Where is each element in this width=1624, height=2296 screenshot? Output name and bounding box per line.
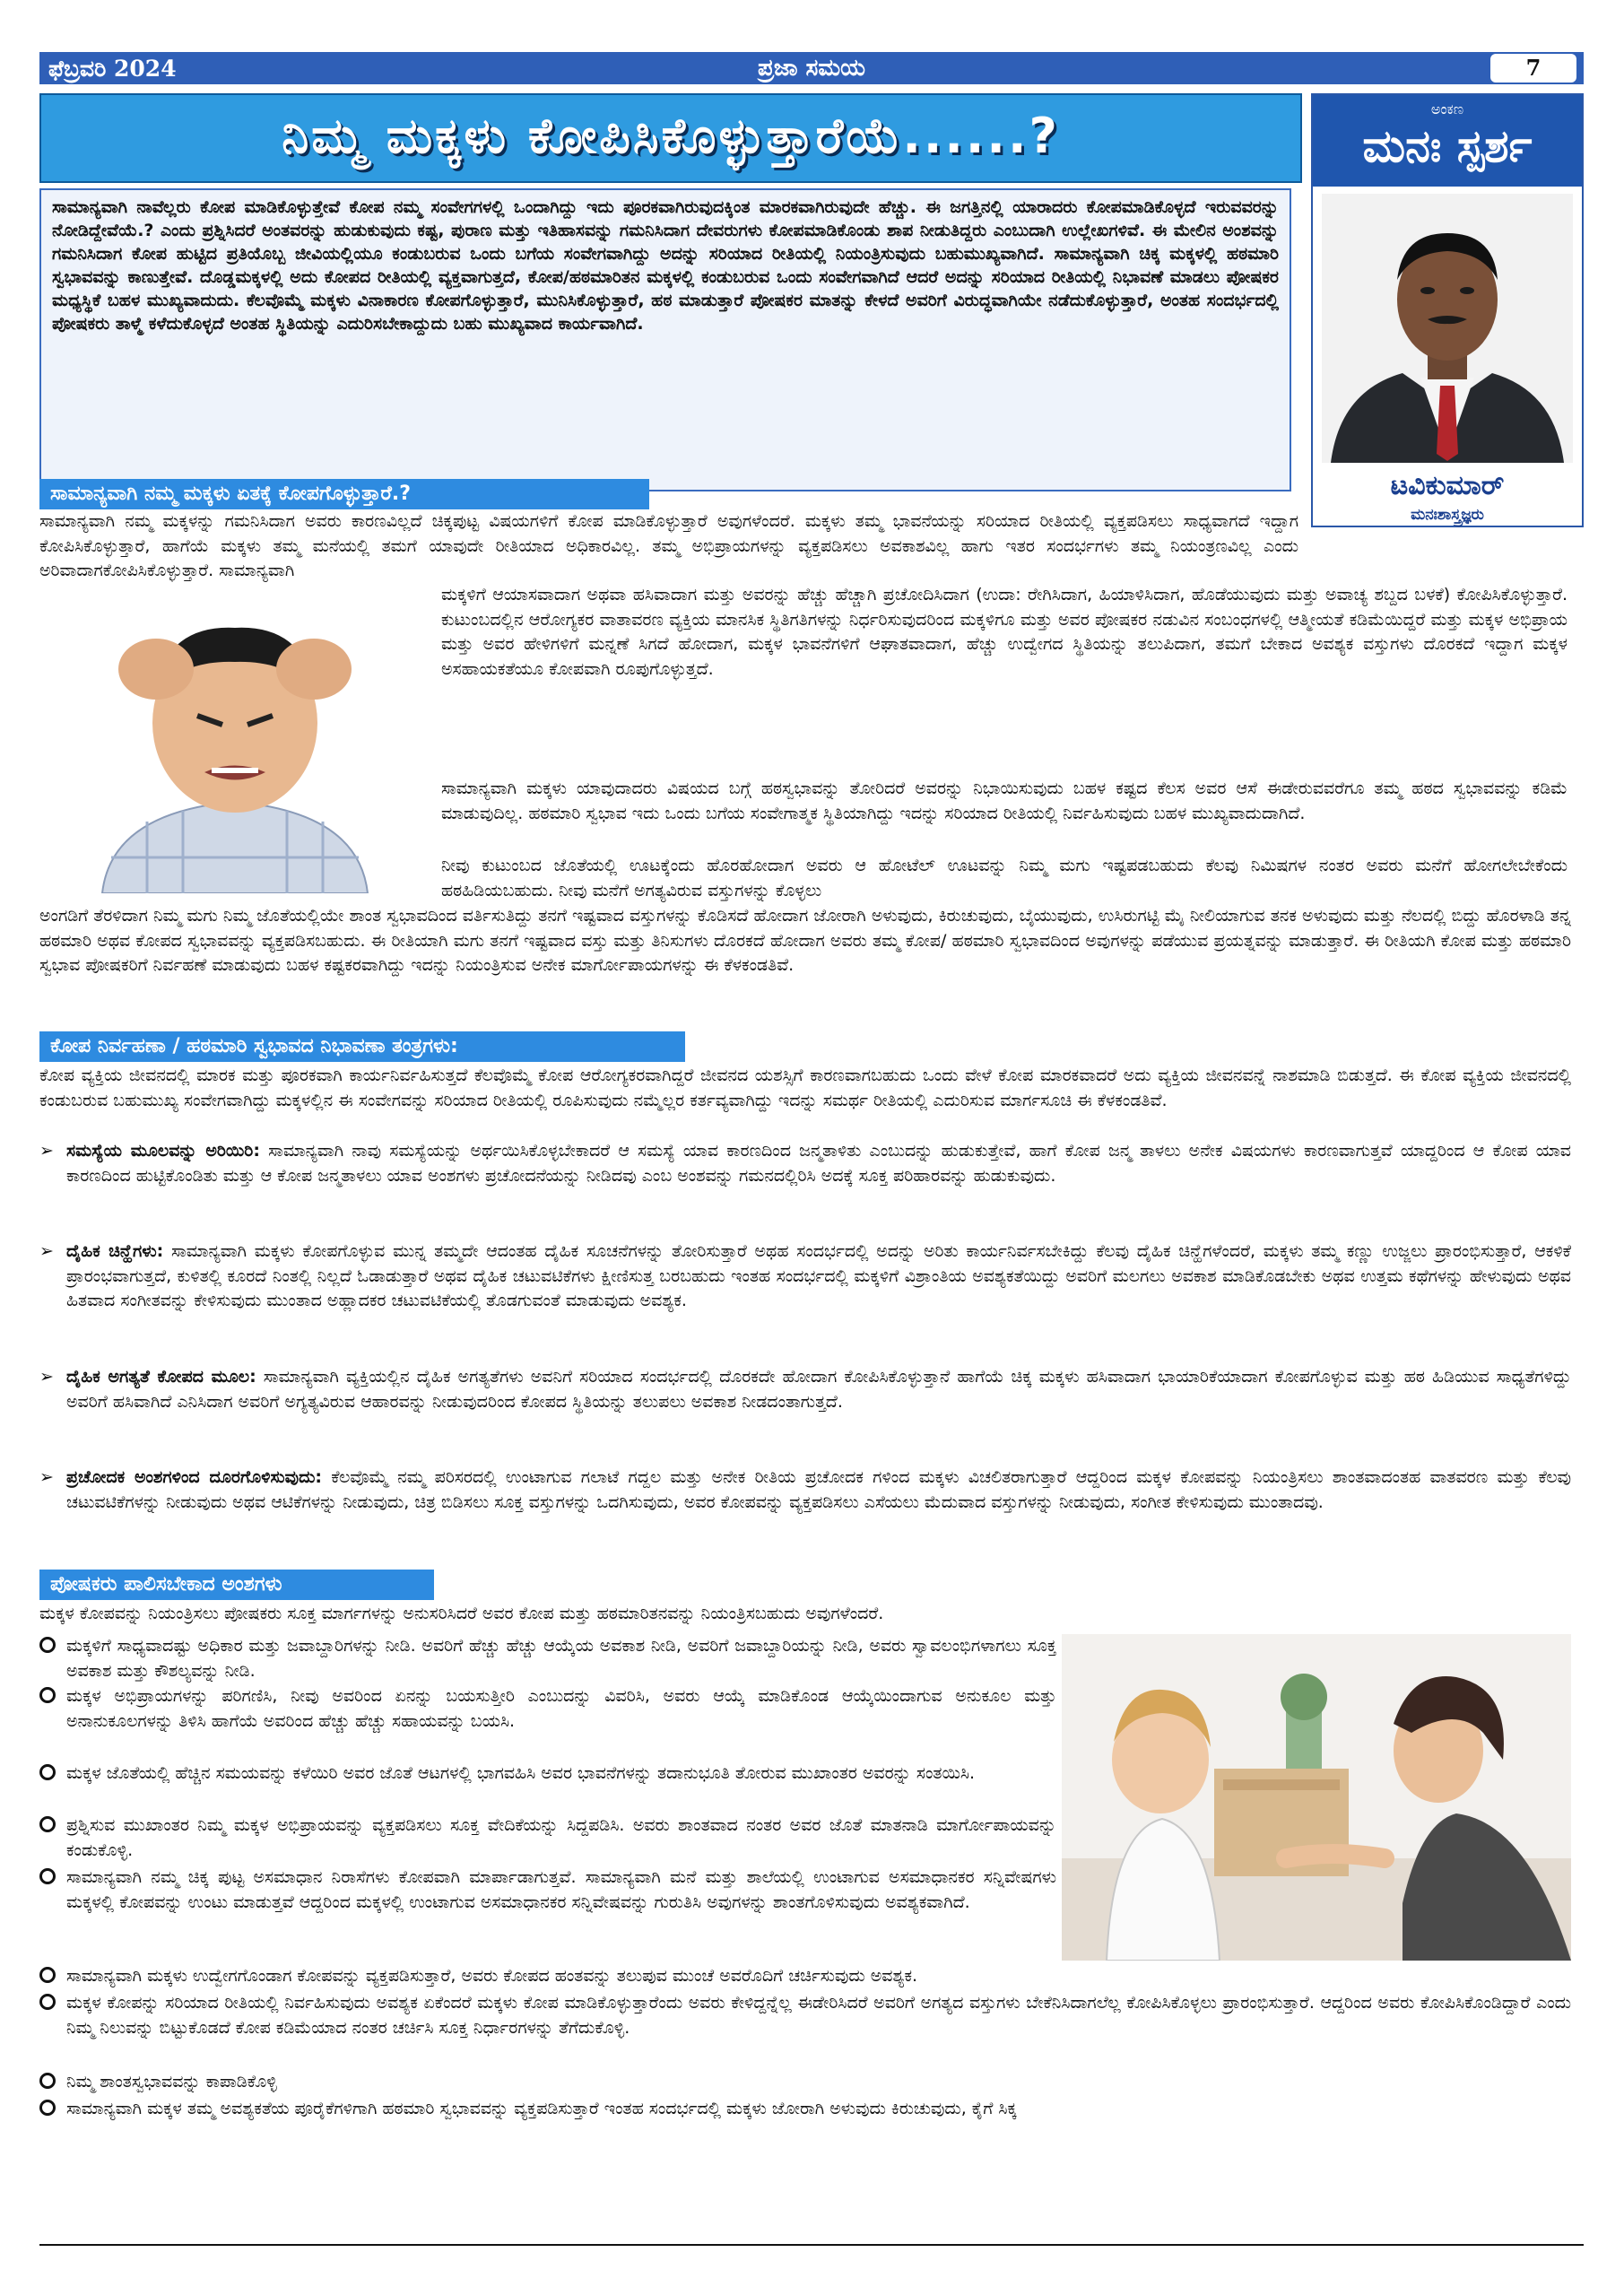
anger-tip-title: ಸಮಸ್ಯೆಯ ಮೂಲವನ್ನು ಅರಿಯಿರಿ: [66,1141,260,1161]
parent-tip-text: ಮಕ್ಕಳ ಅಭಿಪ್ರಾಯಗಳನ್ನು ಪರಿಗಣಿಸಿ, ನೀವು ಅವರಿಂದ ಏನನ್ನು ಬಯಸುತ್ತೀರಿ ಎಂಬುದನ್ನು ವಿವರಿಸಿ, ಅವರು ಆಯ್ಕೆ ಮಾಡಿಕೊಂಡ ಆಯ್ಕೆಯಿಂದಾಗುವ ಅನುಕೂಲ ಮತ್ತು ಅನಾನುಕೂಲಗಳನ್ನು ತಿಳಿಸಿ ಹಾಗೆಯೆ ಅವರಿಂದ ಹೆಚ್ಚು ಹೆಚ್ಚು ಸಹಾಯವನ್ನು ಬಯಸಿ. [66,1686,1056,1731]
circle-bullet-icon [39,1994,56,2010]
issue-date: ಫೆಬ್ರವರಿ 2024 [48,56,177,82]
arrow-bullet-icon: ➢ [39,1367,54,1387]
anger-tip-title: ದೈಹಿಕ ಚಿನ್ಹೆಗಳು: [66,1241,164,1261]
arrow-bullet-icon: ➢ [39,1467,54,1487]
circle-bullet-icon [39,1637,56,1653]
column-label: ಅಂಕಣ [1430,100,1464,117]
anger-tip-item [39,1139,1571,1239]
parent-tip-text: ಸಾಮಾನ್ಯವಾಗಿ ಮಕ್ಕಳು ಉದ್ವೇಗಗೊಂಡಾಗ ಕೋಪವನ್ನು ವ್ಯಕ್ತಪಡಿಸುತ್ತಾರೆ, ಅವರು ಕೋಪದ ಹಂತವನ್ನು ತಲುಪುವ ಮುಂಚೆ ಅವರೊದಿಗೆ ಚರ್ಚಿಸುವುದು ಅವಶ್ಯಕ. [66,1966,918,1986]
arrow-bullet-icon: ➢ [39,1241,54,1261]
author-portrait [1322,194,1573,463]
parent-tip-item [39,1813,1056,1864]
circle-bullet-icon [39,1687,56,1703]
anger-tip-item [39,1239,1571,1365]
page-bottom-rule [39,2244,1584,2246]
column-name: ಮನಃ ಸ್ಪರ್ಶ [1362,120,1533,172]
intro-paragraph: ಸಾಮಾನ್ಯವಾಗಿ ನಾವೆಲ್ಲರು ಕೋಪ ಮಾಡಿಕೊಳ್ಳುತ್ತೇವೆ ಕೋಪ ನಮ್ಮ ಸಂವೇಗಗಳಲ್ಲಿ ಒಂದಾಗಿದ್ದು ಇದು ಪೂರಕವಾಗಿರುವುದಕ್ಕಿಂತ ಮಾರಕವಾಗಿರುವುದೇ ಹೆಚ್ಚು. ಈ ಜಗತ್ತಿನಲ್ಲಿ ಯಾರಾದರು ಕೋಪಮಾಡಿಕೊಳ್ಳದೆ ಇರುವವರನ್ನು ನೋಡಿದ್ದೇವೆಯೆ.? ಎಂದು ಪ್ರಶ್ನಿಸಿದರೆ ಅಂತವರನ್ನು ಹುಡುಕುವುದು ಕಷ್ಟ, ಪುರಾಣ ಮತ್ತು ಇತಿಹಾಸವನ್ನು ಗಮನಿಸಿದಾಗ ದೇವರುಗಳು ಕೋಪಮಾಡಿಕೊಂಡು ಶಾಪ ನೀಡುತಿದ್ದರು ಎಂಬುದಾಗಿ ಉಲ್ಲೇಖಗಳಿವೆ. ಈ ಮೇಲಿನ ಅಂಶವನ್ನು ಗಮನಿಸಿದಾಗ ಕೋಪ ಹುಟ್ಟಿದ ಪ್ರತಿಯೊಬ್ಬ ಜೀವಿಯಲ್ಲಿಯೂ ಕಂಡುಬರುವ ಒಂದು ಬಗೆಯ ಸಂವೇಗವಾಗಿದ್ದು ಅದನ್ನು ಸರಿಯಾದ ರೀತಿಯಲ್ಲಿ ನಿಯಂತ್ರಿಸುವುದು ಬಹುಮುಖ್ಯವಾಗಿದೆ. ಸಾಮಾನ್ಯವಾಗಿ ಚಿಕ್ಕ ಮಕ್ಕಳಲ್ಲಿ ಹಠಮಾರಿ ಸ್ವಭಾವವನ್ನು ಕಾಣುತ್ತೇವೆ. ದೊಡ್ಡಮಕ್ಕಳಲ್ಲಿ ಅದು ಕೋಪದ ರೀತಿಯಲ್ಲಿ ವ್ಯಕ್ತವಾಗುತ್ತದೆ, ಕೋಪ/ಹಠಮಾರಿತನ ಮಕ್ಕಳಲ್ಲಿ ಕಂಡುಬರುವ ಒಂದು ಸಂವೇಗವಾಗಿದೆ ಆದರೆ ಅದನ್ನು ಸರಿಯಾದ ರೀತಿಯಲ್ಲಿ ನಿಭಾವಣೆ ಮಾಡಲು ಪೋಷಕರ ಮಧ್ಯಸ್ಥಿಕೆ ಬಹಳ ಮುಖ್ಯವಾದುದು. ಕೆಲವೊಮ್ಮೆ ಮಕ್ಕಳು ವಿನಾಕಾರಣ ಕೋಪಗೊಳ್ಳುತ್ತಾರೆ, ಮುನಿಸಿಕೊಳ್ಳುತ್ತಾರೆ, ಹಠ ಮಾಡುತ್ತಾರೆ ಪೋಷಕರ ಮಾತನ್ನು ಕೇಳದೆ ಅವರಿಗೆ ವಿರುದ್ಧವಾಗಿಯೇ ನಡೆದುಕೊಳ್ಳುತ್ತಾರೆ, ಅಂತಹ ಸಂದರ್ಭದಲ್ಲಿ ಪೋಷಕರು ತಾಳ್ಮೆ ಕಳೆದುಕೊಳ್ಳದೆ ಅಂತಹ ಸ್ಥಿತಿಯನ್ನು ಎದುರಿಸಬೇಕಾದ್ದುದು ಬಹು ಮುಖ್ಯವಾದ ಕಾರ್ಯವಾಗಿದೆ. [52,197,1279,334]
anger-tip-text: ಸಾಮಾನ್ಯವಾಗಿ ನಾವು ಸಮಸ್ಯೆಯನ್ನು ಅರ್ಥಯಿಸಿಕೊಳ್ಳಬೇಕಾದರೆ ಆ ಸಮಸ್ಯೆ ಯಾವ ಕಾರಣದಿಂದ ಜನ್ಮತಾಳಿತು ಎಂಬುದನ್ನು ಹುಡುಕುತ್ತೇವೆ, ಹಾಗೆ ಕೋಪ ಜನ್ಮ ತಾಳಲು ಅನೇಕ ವಿಷಯಗಳು ಕಾರಣವಾಗುತ್ತವೆ ಯಾದ್ದರಿಂದ ಆ ಕೋಪ ಯಾವ ಕಾರಣದಿಂದ ಹುಟ್ಟಿಕೊಂಡಿತು ಮತ್ತು ಆ ಕೋಪ ಜನ್ಮತಾಳಲು ಯಾವ ಅಂಶಗಳು ಪ್ರಚೋದನೆಯನ್ನು ನೀಡಿದವು ಎಂಬ ಅಂಶವನ್ನು ಗಮನದಲ್ಲಿರಿಸಿ ಅದಕ್ಕೆ ಸೂಕ್ತ ಪರಿಹಾರವನ್ನು ಹುಡುಕುವುದು. [66,1141,1571,1186]
parent-tip-text: ಮಕ್ಕಳಿಗೆ ಸಾಧ್ಯವಾದಷ್ಟು ಅಧಿಕಾರ ಮತ್ತು ಜವಾಬ್ದಾರಿಗಳನ್ನು ನೀಡಿ. ಅವರಿಗೆ ಹೆಚ್ಚು ಹೆಚ್ಚು ಆಯ್ಕೆಯ ಅವಕಾಶ ನೀಡಿ, ಅವರಿಗೆ ಜವಾಬ್ದಾರಿಯನ್ನು ನೀಡಿ, ಅವರು ಸ್ವಾವಲಂಭಿಗಳಾಗಲು ಸೂಕ್ತ ಅವಕಾಶ ಮತ್ತು ಕೌಶಲ್ಯವನ್ನು ನೀಡಿ. [66,1636,1056,1681]
parent-tip-item [39,1866,1056,1941]
author-name: ಟವಿಕುಮಾರ್ [1390,470,1505,501]
parent-tip-text: ಮಕ್ಕಳ ಕೋಪನ್ನು ಸರಿಯಾದ ರೀತಿಯಲ್ಲಿ ನಿರ್ವಹಿಸುವುದು ಅವಶ್ಯಕ ಏಕೆಂದರೆ ಮಕ್ಕಳು ಕೋಪ ಮಾಡಿಕೊಳ್ಳುತ್ತಾರೆಂದು ಅವರು ಕೇಳಿದ್ದನ್ನೆಲ್ಲ ಈಡೇರಿಸಿದರೆ ಅವರಿಗೆ ಅಗತ್ಯದ ವಸ್ತುಗಳು ಬೇಕೆನಿಸಿದಾಗಲೆಲ್ಲ ಕೋಪಿಸಿಕೊಳ್ಳಲು ಪ್ರಾರಂಭಿಸುತ್ತಾರೆ. ಆದ್ದರಿಂದ ಅವರು ಕೋಪಿಸಿಕೊಂಡಿದ್ದಾರೆ ಎಂದು ನಿಮ್ಮ ನಿಲುವನ್ನು ಬಿಟ್ಟುಕೊಡದೆ ಕೋಪ ಕಡಿಮೆಯಾದ ನಂತರ ಚರ್ಚಿಸಿ ಸೂಕ್ತ ನಿರ್ಧಾರಗಳನ್ನು ತೆಗೆದುಕೊಳ್ಳಿ. [66,1993,1571,2038]
anger-tip-text: ಸಾಮಾನ್ಯವಾಗಿ ಮಕ್ಕಳು ಕೋಪಗೊಳ್ಳುವ ಮುನ್ನ ತಮ್ಮದೇ ಆದಂತಹ ದೈಹಿಕ ಸೂಚನೆಗಳನ್ನು ತೋರಿಸುತ್ತಾರೆ ಅಥಹ ಸಂದರ್ಭದಲ್ಲಿ ಅದನ್ನು ಅರಿತು ಕಾರ್ಯನಿರ್ವಸಬೇಕಿದ್ದು ಕೆಲವು ದೈಹಿಕ ಚಿನ್ಹೆಗಳೆಂದರೆ, ಮಕ್ಕಳು ತಮ್ಮ ಕಣ್ಣು ಉಜ್ಜಲು ಪ್ರಾರಂಭಿಸುತ್ತಾರೆ, ಆಕಳಿಕೆ ಪ್ರಾರಂಭವಾಗುತ್ತದೆ, ಕುಳಿತಲ್ಲಿ ಕೂರದೆ ನಿಂತಲ್ಲಿ ನಿಲ್ಲದೆ ಓಡಾಡುತ್ತಾರೆ ಅಥವ ದೈಹಿಕ ಚಟುವಟಿಕೆಗಳು ಕ್ಷೀಣಿಸುತ್ತ ಬರಬಹುದು ಇಂತಹ ಸಂದರ್ಭದಲ್ಲಿ ಮಕ್ಕಳಿಗೆ ವಿಶ್ರಾಂತಿಯ ಅವಶ್ಯಕತೆಯಿದ್ದು ಅವರಿಗೆ ಮಲಗಲು ಅವಕಾಶ ಮಾಡಿಕೊಡಬೇಕು ಅಥವ ಉತ್ತಮ ಕಥೆಗಳನ್ನು ಹೇಳುವುದು ಅಥವ ಹಿತವಾದ ಸಂಗೀತವನ್ನು ಕೇಳಿಸುವುದು ಮುಂತಾದ ಅಹ್ಲಾದಕರ ಚಟುವಟಿಕೆಯಲ್ಲಿ ತೊಡಗುವಂತೆ ಮಾಡುವುದು ಅವಶ್ಯಕ. [66,1241,1571,1310]
circle-bullet-icon [39,1967,56,1983]
section1-paragraph-1: ಸಾಮಾನ್ಯವಾಗಿ ನಮ್ಮ ಮಕ್ಕಳನ್ನು ಗಮನಿಸಿದಾಗ ಅವರು ಕಾರಣವಿಲ್ಲದೆ ಚಿಕ್ಕಪುಟ್ಟ ವಿಷಯಗಳಿಗೆ ಕೋಪ ಮಾಡಿಕೊಳ್ಳುತ್ತಾರೆ ಅವುಗಳೆಂದರೆ. ಮಕ್ಕಳು ತಮ್ಮ ಭಾವನೆಯನ್ನು ಸರಿಯಾದ ರೀತಿಯಲ್ಲಿ ವ್ಯಕ್ತಪಡಿಸಲು ಸಾಧ್ಯವಾಗದೆ ಇದ್ದಾಗ ಕೋಪಿಸಿಕೊಳ್ಳುತ್ತಾರೆ, ಹಾಗೆಯೆ ಮಕ್ಕಳು ತಮ್ಮ ಮನೆಯಲ್ಲಿ ತಮಗೆ ಯಾವುದೇ ರೀತಿಯಾದ ಅಧಿಕಾರವಿಲ್ಲ. ತಮ್ಮ ಅಭಿಪ್ರಾಯಗಳನ್ನು ವ್ಯಕ್ತಪಡಿಸಲು ಅವಕಾಶವಿಲ್ಲ ಹಾಗು ಇತರ ಸಂದರ್ಭಗಳು ತಮ್ಮ ನಿಯಂತ್ರಣವಿಲ್ಲ ಎಂದು ಅರಿವಾದಾಗಕೋಪಿಸಿಕೊಳ್ಳುತ್ತಾರೆ. ಸಾಮಾನ್ಯವಾಗಿ [39,511,1298,580]
parent-tip-item [39,1684,1056,1760]
arrow-bullet-icon: ➢ [39,1141,54,1161]
page-number: 7 [1490,54,1576,83]
circle-bullet-icon [39,1764,56,1780]
mother-child-photo [1062,1634,1571,1961]
parent-tip-item [39,1634,1056,1684]
article-title-bar [39,93,1302,183]
column-box [1311,93,1584,527]
section-heading-parent-tips: ಪೋಷಕರು ಪಾಲಿಸಬೇಕಾದ ಅಂಶಗಳು [39,1570,434,1600]
section1-paragraph-3: ಸಾಮಾನ್ಯವಾಗಿ ಮಕ್ಕಳು ಯಾವುದಾದರು ವಿಷಯದ ಬಗ್ಗೆ ಹಠಸ್ವಭಾವನ್ನು ತೋರಿದರೆ ಅವರನ್ನು ನಿಭಾಯಿಸುವುದು ಬಹಳ ಕಷ್ಟದ ಕೆಲಸ ಅವರ ಆಸೆ ಈಡೇರುವವರೆಗೂ ತಮ್ಮ ಹಠದ ಸ್ವಭಾವವನ್ನು ಕಡಿಮೆ ಮಾಡುವುದಿಲ್ಲ. ಹಠಮಾರಿ ಸ್ವಭಾವ ಇದು ಒಂದು ಬಗೆಯ ಸಂವೇಗಾತ್ಮಕ ಸ್ಥಿತಿಯಾಗಿದ್ದು ಇದನ್ನು ಸರಿಯಾದ ರೀತಿಯಲ್ಲಿ ನಿರ್ವಹಿಸುವುದು ಬಹಳ ಮುಖ್ಯವಾದುದಾಗಿದೆ. [441,778,1568,823]
anger-tip-text: ಕೆಲವೊಮ್ಮೆ ನಮ್ಮ ಪರಿಸರದಲ್ಲಿ ಉಂಟಾಗುವ ಗಲಾಟೆ ಗದ್ದಲ ಮತ್ತು ಅನೇಕ ರೀತಿಯ ಪ್ರಚೋದಕ ಗಳಿಂದ ಮಕ್ಕಳು ವಿಚಲಿತರಾಗುತ್ತಾರೆ ಆದ್ದರಿಂದ ಮಕ್ಕಳ ಕೋಪವನ್ನು ನಿಯಂತ್ರಿಸಲು ಶಾಂತವಾದಂತಹ ವಾತವರಣ ಮತ್ತು ಕೆಲವು ಚಟುವಟಿಕೆಗಳನ್ನು ನೀಡುವುದು ಅಥವ ಆಟಿಕೆಗಳನ್ನು ನೀಡುವುದು, ಚಿತ್ರ ಬಿಡಿಸಲು ಸೂಕ್ತ ವಸ್ತುಗಳನ್ನು ಒದಗಿಸುವುದು, ಅವರ ಕೋಪವನ್ನು ವ್ಯಕ್ತಪಡಿಸಲು ಎಸೆಯಲು ಮೆದುವಾದ ವಸ್ತುಗಳನ್ನು ನೀಡುವುದು, ಸಂಗೀತ ಕೇಳಿಸುವುದು ಮುಂತಾದವು. [66,1467,1571,1512]
section-heading-why-angry: ಸಾಮಾನ್ಯವಾಗಿ ನಮ್ಮ ಮಕ್ಕಳು ಏತಕ್ಕೆ ಕೋಪಗೊಳ್ಳುತ್ತಾರೆ.? [39,479,649,509]
section1-paragraph-4: ನೀವು ಕುಟುಂಬದ ಜೊತೆಯಲ್ಲಿ ಊಟಕ್ಕೆಂದು ಹೊರಹೋದಾಗ ಅವರು ಆ ಹೋಟೆಲ್ ಊಟವನ್ನು ನಿಮ್ಮ ಮಗು ಇಷ್ಟಪಡಬಹುದು ಕೆಲವು ನಿಮಿಷಗಳ ನಂತರ ಅವರು ಮನೆಗೆ ಹೋಗಲೇಬೇಕೆಂದು ಹಠಹಿಡಿಯಬಹುದು. ನೀವು ಮನೆಗೆ ಅಗತ್ಯವಿರುವ ವಸ್ತುಗಳನ್ನು ಕೊಳ್ಳಲು [441,856,1568,900]
newspaper-name: ಪ್ರಜಾ ಸಮಯ [758,55,865,82]
section1-paragraph-2: ಮಕ್ಕಳಿಗೆ ಆಯಾಸವಾದಾಗ ಅಥವಾ ಹಸಿವಾದಾಗ ಮತ್ತು ಅವರನ್ನು ಹೆಚ್ಚು ಹೆಚ್ಚಾಗಿ ಪ್ರಚೋದಿಸಿದಾಗ (ಉದಾ: ರೇಗಿಸಿದಾಗ, ಹಿಯಾಳಿಸಿದಾಗ, ಹೊಡೆಯುವುದು ಮತ್ತು ಅವಾಚ್ಯ ಶಬ್ದದ ಬಳಕೆ) ಕೋಪಿಸಿಕೊಳ್ಳುತ್ತಾರೆ. ಕುಟುಂಬದಲ್ಲಿನ ಆರೋಗ್ಯಕರ ವಾತಾವರಣ ವ್ಯಕ್ತಿಯ ಮಾನಸಿಕ ಸ್ಥಿತಿಗತಿಗಳನ್ನು ನಿರ್ಧರಿಸುವುದರಿಂದ ಮಕ್ಕಳಿಗೂ ಮತ್ತು ಅವರ ಪೋಷಕರ ನಡುವಿನ ಸಂಬಂಧಗಳಲ್ಲಿ ಆತ್ಮೀಯತೆ ಕಡಿಮೆಯಿದ್ದರೆ ಮತ್ತು ಮಕ್ಕಳ ಅಭಿಪ್ರಾಯ ಮತ್ತು ಅವರ ಹೇಳಿಗಳಿಗೆ ಮನ್ನಣೆ ಸಿಗದೆ ಹೋದಾಗ, ಮಕ್ಕಳ ಭಾವನೆಗಳಿಗೆ ಆಘಾತವಾದಾಗ, ಹೆಚ್ಚು ಉದ್ವೇಗದ ಸ್ಥಿತಿಯನ್ನು ತಲುಪಿದಾಗ, ತಮಗೆ ಬೇಕಾದ ಅವಶ್ಯಕ ವಸ್ತುಗಳು ದೊರಕದೆ ಇದ್ದಾಗ ಮಕ್ಕಳ ಅಸಹಾಯಕತೆಯೂ ಕೋಪವಾಗಿ ರೂಪುಗೊಳ್ಳುತ್ತದೆ. [441,585,1568,679]
anger-tip-item [39,1465,1571,1566]
parent-tip-item [39,1964,1571,1989]
parent-tip-text: ನಿಮ್ಮ ಶಾಂತಸ್ವಭಾವವನ್ನು ಕಾಪಾಡಿಕೊಳ್ಳಿ [66,2072,277,2092]
parent-tip-item [39,1761,1056,1812]
column-header [1313,95,1582,187]
section-heading-anger-management: ಕೋಪ ನಿರ್ವಹಣಾ / ಹಠಮಾರಿ ಸ್ವಭಾವದ ನಿಭಾವಣಾ ತಂತ್ರಗಳು: [39,1031,685,1062]
parent-tip-item [39,2097,1571,2122]
parent-tip-item [39,2070,1571,2095]
anger-tip-text: ಸಾಮಾನ್ಯವಾಗಿ ವ್ಯಕ್ತಿಯಲ್ಲಿನ ದೈಹಿಕ ಅಗತ್ಯತೆಗಳು ಅವನಿಗೆ ಸರಿಯಾದ ಸಂದರ್ಭದಲ್ಲಿ ದೊರಕದೇ ಹೋದಾಗ ಕೋಪಿಸಿಕೊಳ್ಳುತ್ತಾನೆ ಹಾಗೆಯೆ ಚಿಕ್ಕ ಮಕ್ಕಳು ಹಸಿವಾದಾಗ ಭಾಯಾರಿಕೆಯಾದಾಗ ಕೋಪಗೊಳ್ಳುವ ಮತ್ತು ಹಠ ಹಿಡಿಯುವ ಸಾಧ್ಯತೆಗಳಿದ್ದು ಅವರಿಗೆ ಹಸಿವಾಗಿದೆ ಎನಿಸಿದಾಗ ಅವರಿಗೆ ಅಗ್ಯತ್ಯವಿರುವ ಆಹಾರವನ್ನು ನೀಡುವುದರಿಂದ ಕೋಪದ ಸ್ಥಿತಿಯನ್ನು ತಲುಪಲು ಅವಕಾಶ ನೀಡದಂತಾಗುತ್ತದೆ. [66,1367,1571,1412]
article-title: ನಿಮ್ಮ ಮಕ್ಕಳು ಕೋಪಿಸಿಕೊಳ್ಳುತ್ತಾರೆಯೆ......? [282,108,1060,164]
anger-tip-item [39,1365,1571,1465]
author-role: ಮನಃಶಾಸ್ತ್ರಜ್ಞರು [1411,506,1484,524]
section3-intro: ಮಕ್ಕಳ ಕೋಪವನ್ನು ನಿಯಂತ್ರಿಸಲು ಪೋಷಕರು ಸೂಕ್ತ ಮಾರ್ಗಗಳನ್ನು ಅನುಸರಿಸಿದರೆ ಅವರ ಕೋಪ ಮತ್ತು ಹಠಮಾರಿತನವನ್ನು ನಿಯಂತ್ರಿಸಬಹುದು ಅವುಗಳೆಂದರೆ. [39,1604,884,1623]
section1-paragraph-5: ಅಂಗಡಿಗೆ ತೆರಳಿದಾಗ ನಿಮ್ಮ ಮಗು ನಿಮ್ಮ ಜೊತೆಯಲ್ಲಿಯೇ ಶಾಂತ ಸ್ವಭಾವದಿಂದ ವರ್ತಿಸುತಿದ್ದು ತನಗೆ ಇಷ್ಟವಾದ ವಸ್ತುಗಳನ್ನು ಕೊಡಿಸದೆ ಹೋದಾಗ ಜೋರಾಗಿ ಅಳುವುದು, ಕಿರುಚುವುದು, ಬೈಯುವುದು, ಉಸಿರುಗಟ್ಟಿ ಮೈ ನೀಲಿಯಾಗುವ ತನಕ ಅಳುವುದು ಮತ್ತು ನೆಲದಲ್ಲಿ ಬಿದ್ದು ಹೊರಳಾಡಿ ತನ್ನ ಹಠಮಾರಿ ಅಥವ ಕೋಪದ ಸ್ವಭಾವವನ್ನು ವ್ಯಕ್ತಪಡಿಸಬಹುದು. ಈ ರೀತಿಯಾಗಿ ಮಗು ತನಗೆ ಇಷ್ಟವಾದ ವಸ್ತು ಮತ್ತು ತಿನಿಸುಗಳು ದೊರಕದೆ ಹೋದಾಗ ಅವರು ತಮ್ಮ ಕೋಪ/ ಹಠಮಾರಿ ಸ್ವಭಾವದಿಂದ ಅವುಗಳನ್ನು ಪಡೆಯುವ ಪ್ರಯತ್ನವನ್ನು ಮಾಡುತ್ತಾರೆ. ಈ ರೀತಿಯಗಿ ಕೋಪ ಮತ್ತು ಹಠಮಾರಿ ಸ್ವಭಾವ ಪೋಷಕರಿಗೆ ನಿರ್ವಹಣೆ ಮಾಡುವುದು ಬಹಳ ಕಷ್ಟಕರವಾಗಿದ್ದು ಇದನ್ನು ನಿಯಂತ್ರಿಸುವ ಅನೇಕ ಮಾರ್ಗೋಪಾಯಗಳನ್ನು ಈ ಕೆಳಕಂಡತಿವೆ. [39,906,1571,975]
parent-tip-text: ಸಾಮಾನ್ಯವಾಗಿ ನಮ್ಮ ಚಿಕ್ಕ ಪುಟ್ಟ ಅಸಮಾಧಾನ ನಿರಾಸೆಗಳು ಕೋಪವಾಗಿ ಮಾರ್ಪಾಡಾಗುತ್ತವೆ. ಸಾಮಾನ್ಯವಾಗಿ ಮನೆ ಮತ್ತು ಶಾಲೆಯಲ್ಲಿ ಉಂಟಾಗುವ ಅಸಮಾಧಾನಕರ ಸನ್ನಿವೇಷಗಳು ಮಕ್ಕಳಲ್ಲಿ ಕೋಪವನ್ನು ಉಂಟು ಮಾಡುತ್ತವೆ ಆದ್ದರಿಂದ ಮಕ್ಕಳಲ್ಲಿ ಉಂಟಾಗುವ ಅಸಮಾಧಾನಕರ ಸನ್ನಿವೇಷವನ್ನು ಗುರುತಿಸಿ ಅವುಗಳನ್ನು ಶಾಂತಗೊಳಿಸುವುದು ಅವಶ್ಯಕವಾಗಿದೆ. [66,1867,1056,1912]
section2-intro: ಕೋಪ ವ್ಯಕ್ತಿಯ ಜೀವನದಲ್ಲಿ ಮಾರಕ ಮತ್ತು ಪೂರಕವಾಗಿ ಕಾರ್ಯನಿರ್ವಹಿಸುತ್ತದೆ ಕೆಲವೊಮ್ಮೆ ಕೋಪ ಆರೋಗ್ಯಕರವಾಗಿದ್ದರೆ ಜೀವನದ ಯಶಸ್ಸಿಗೆ ಕಾರಣವಾಗಬಹುದು ಒಂದು ವೇಳೆ ಕೋಪ ಮಾರಕವಾದರೆ ಅದು ವ್ಯಕ್ತಿಯ ಜೀವನವನ್ನೆ ನಾಶಮಾಡಿ ಬಿಡುತ್ತದೆ. ಈ ಕೋಪ ವ್ಯಕ್ತಿಯ ಜೀವನದಲ್ಲಿ ಕಂಡುಬರುವ ಬಹುಮುಖ್ಯ ಸಂವೇಗವಾಗಿದ್ದು ಮಕ್ಕಳಲ್ಲಿನ ಈ ಸಂವೇಗವನ್ನು ಸರಿಯಾದ ರೀತಿಯಲ್ಲಿ ರೂಪಿಸುವುದು ನಮ್ಮೆಲ್ಲರ ಕರ್ತವ್ಯವಾಗಿದ್ದು ಇದನ್ನು ಸಮರ್ಥ ರೀತಿಯಲ್ಲಿ ಎದುರಿಸುವ ಮಾರ್ಗಸೂಚಿ ಈ ಕೆಳಕಂಡತಿವೆ. [39,1065,1571,1110]
parent-tip-text: ಮಕ್ಕಳ ಜೊತೆಯಲ್ಲಿ ಹೆಚ್ಚಿನ ಸಮಯವನ್ನು ಕಳೆಯಿರಿ ಅವರ ಜೊತೆ ಆಟಗಳಲ್ಲಿ ಭಾಗವಹಿಸಿ ಅವರ ಭಾವನೆಗಳನ್ನು ತದಾನುಭೂತಿ ತೋರುವ ಮುಖಾಂತರ ಅವರನ್ನು ಸಂತಯಿಸಿ. [66,1763,975,1783]
page-header [39,52,1584,84]
circle-bullet-icon [39,2100,56,2116]
anger-tip-title: ದೈಹಿಕ ಅಗತ್ಯತೆ ಕೋಪದ ಮೂಲ: [66,1367,256,1387]
circle-bullet-icon [39,2073,56,2089]
anger-tip-title: ಪ್ರಚೋದಕ ಅಂಶಗಳಿಂದ ದೂರಗೊಳಿಸುವುದು: [66,1467,322,1487]
circle-bullet-icon [39,1816,56,1832]
intro-box [39,188,1291,491]
parent-tip-text: ಸಾಮಾನ್ಯವಾಗಿ ಮಕ್ಕಳ ತಮ್ಮ ಅವಶ್ಯಕತೆಯ ಪೂರೈಕೆಗಳಿಗಾಗಿ ಹಠಮಾರಿ ಸ್ವಭಾವವನ್ನು ವ್ಯಕ್ತಪಡಿಸುತ್ತಾರೆ ಇಂತಹ ಸಂದರ್ಭದಲ್ಲಿ ಮಕ್ಕಳು ಜೋರಾಗಿ ಅಳುವುದು ಕಿರುಚುವುದು, ಕೈಗೆ ಸಿಕ್ಕ [66,2099,1017,2118]
parent-tip-item [39,1991,1571,2066]
parent-tip-text: ಪ್ರಶ್ನಿಸುವ ಮುಖಾಂತರ ನಿಮ್ಮ ಮಕ್ಕಳ ಅಭಿಪ್ರಾಯವನ್ನು ವ್ಯಕ್ತಪಡಿಸಲು ಸೂಕ್ತ ವೇದಿಕೆಯನ್ನು ಸಿದ್ದಪಡಿಸಿ. ಅವರು ಶಾಂತವಾದ ನಂತರ ಅವರ ಜೊತೆ ಮಾತನಾಡಿ ಮಾರ್ಗೋಪಾಯವನ್ನು ಕಂಡುಕೊಳ್ಳಿ. [66,1815,1056,1860]
circle-bullet-icon [39,1868,56,1884]
angry-child-photo [39,588,430,893]
